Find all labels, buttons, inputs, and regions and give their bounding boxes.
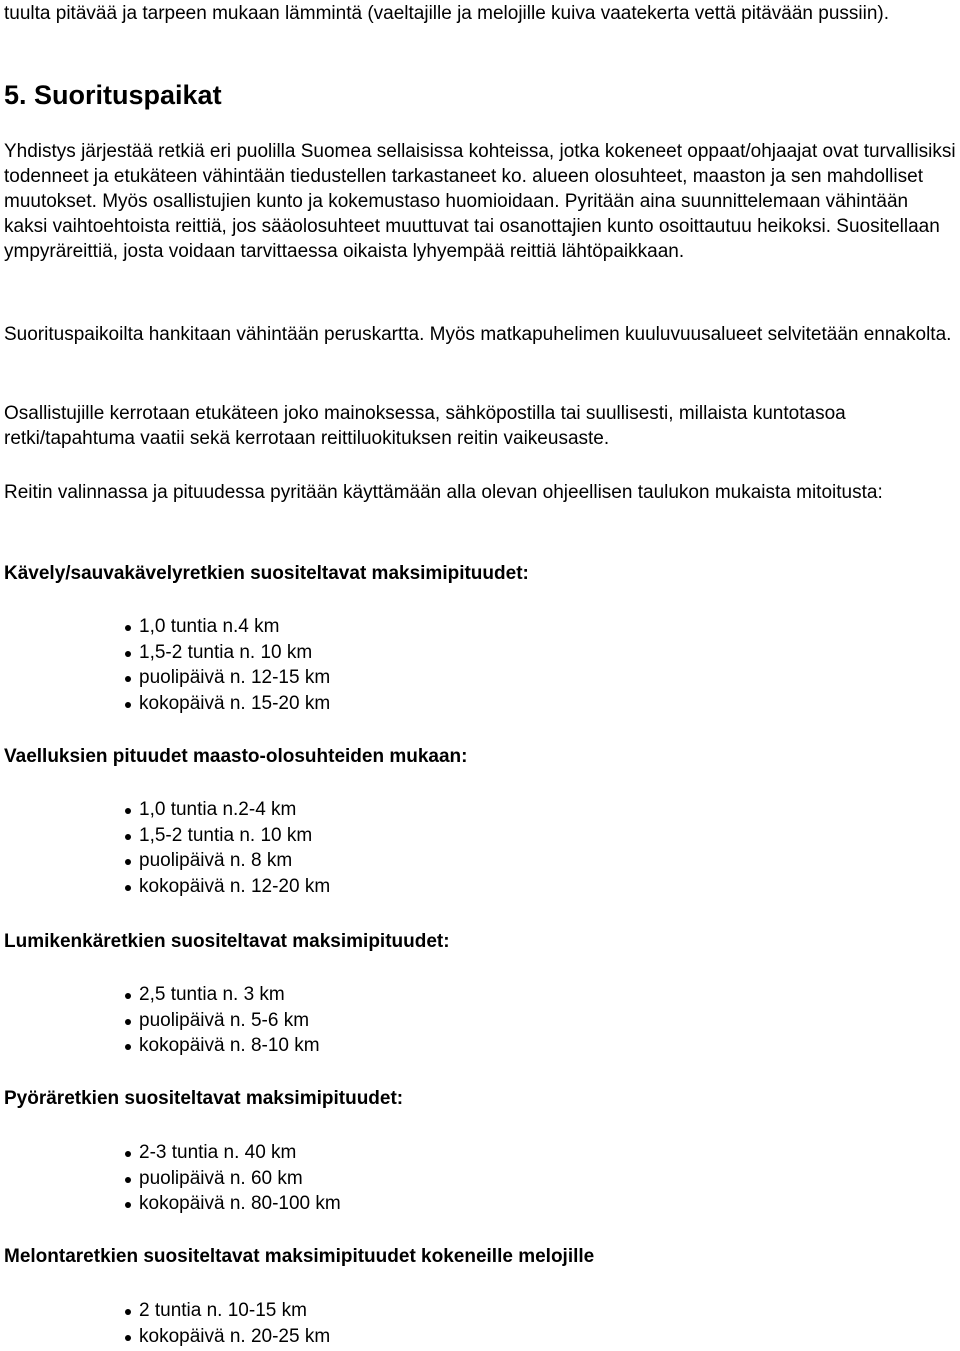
paddling-list <box>4 1298 330 1349</box>
list-item: 1,5-2 tuntia n. 10 km <box>4 823 330 849</box>
bullet-icon <box>125 1309 131 1315</box>
paddling-list-heading: Melontaretkien suositeltavat maksimipituudet kokeneille melojille <box>4 1246 595 1267</box>
bullet-icon <box>125 808 131 814</box>
bullet-icon <box>125 651 131 657</box>
list-item: 1,5-2 tuntia n. 10 km <box>4 640 330 666</box>
bullet-icon <box>125 625 131 631</box>
list-item: 1,0 tuntia n.2-4 km <box>4 797 330 823</box>
bullet-icon <box>125 702 131 708</box>
paragraph-route-selection: Reitin valinnassa ja pituudessa pyritään käyttämään alla olevan ohjeellisen taulukon mukaista mitoitusta: <box>4 482 883 503</box>
bullet-icon <box>125 885 131 891</box>
list-item: 2-3 tuntia n. 40 km <box>4 1140 341 1166</box>
list-item: puolipäivä n. 12-15 km <box>4 665 330 691</box>
bullet-icon <box>125 1335 131 1341</box>
paragraph-maps: Suorituspaikoilta hankitaan vähintään peruskartta. Myös matkapuhelimen kuuluvuusalueet selvitetään ennakolta. <box>4 324 952 345</box>
list-item: kokopäivä n. 12-20 km <box>4 874 330 900</box>
intro-paragraph: tuulta pitävää ja tarpeen mukaan lämmintä (vaeltajille ja melojille kuiva vaatekerta vettä pitävään pussiin). <box>4 3 890 24</box>
bullet-icon <box>125 1019 131 1025</box>
snowshoe-list-heading: Lumikenkäretkien suositeltavat maksimipituudet: <box>4 931 450 952</box>
list-item: 1,0 tuntia n.4 km <box>4 614 330 640</box>
list-item: kokopäivä n. 15-20 km <box>4 691 330 717</box>
bullet-icon <box>125 1044 131 1050</box>
bullet-icon <box>125 1151 131 1157</box>
cycling-list <box>4 1140 341 1217</box>
hiking-list-heading: Vaelluksien pituudet maasto-olosuhteiden mukaan: <box>4 746 468 767</box>
list-item: 2,5 tuntia n. 3 km <box>4 982 320 1008</box>
paragraph-participants: Osallistujille kerrotaan etukäteen joko mainoksessa, sähköpostilla tai suullisesti, millaista kuntotasoa retki/tapahtuma vaatii sekä kerrotaan reittiluokituksen reitin vaikeusaste. <box>4 403 846 449</box>
hiking-list <box>4 797 330 900</box>
bullet-icon <box>125 859 131 865</box>
paragraph-organization: Yhdistys järjestää retkiä eri puolilla Suomea sellaisissa kohteissa, jotka kokeneet oppaat/ohjaajat ovat turvallisiksi todenneet ja etukäteen vähintään tiedustellen tarkastaneet ko. alueen olosuhteet, maaston ja sen mahdolliset muutokset. Myös osallistujien kunto ja kokemustaso huomioidaan. Pyritään aina suunnittelemaan vähintään kaksi vaihtoehtoista reittiä, jos sääolosuhteet muuttuvat tai osanottajien kunto osoittautuu heikoksi. Suositellaan ympyräreittiä, josta voidaan tarvittaessa oikaista lyhyempää reittiä lähtöpaikkaan. <box>4 141 956 262</box>
list-item: puolipäivä n. 8 km <box>4 848 330 874</box>
bullet-icon <box>125 1177 131 1183</box>
list-item: puolipäivä n. 60 km <box>4 1166 341 1192</box>
walking-list <box>4 614 330 717</box>
bullet-icon <box>125 1202 131 1208</box>
bullet-icon <box>125 834 131 840</box>
section-heading: 5. Suorituspaikat <box>4 80 222 110</box>
walking-list-heading: Kävely/sauvakävelyretkien suositeltavat maksimipituudet: <box>4 563 529 584</box>
list-item: kokopäivä n. 20-25 km <box>4 1324 330 1350</box>
snowshoe-list <box>4 982 320 1059</box>
list-item: kokopäivä n. 8-10 km <box>4 1033 320 1059</box>
cycling-list-heading: Pyöräretkien suositeltavat maksimipituudet: <box>4 1088 404 1109</box>
bullet-icon <box>125 993 131 999</box>
list-item: 2 tuntia n. 10-15 km <box>4 1298 330 1324</box>
list-item: puolipäivä n. 5-6 km <box>4 1008 320 1034</box>
bullet-icon <box>125 676 131 682</box>
list-item: kokopäivä n. 80-100 km <box>4 1191 341 1217</box>
